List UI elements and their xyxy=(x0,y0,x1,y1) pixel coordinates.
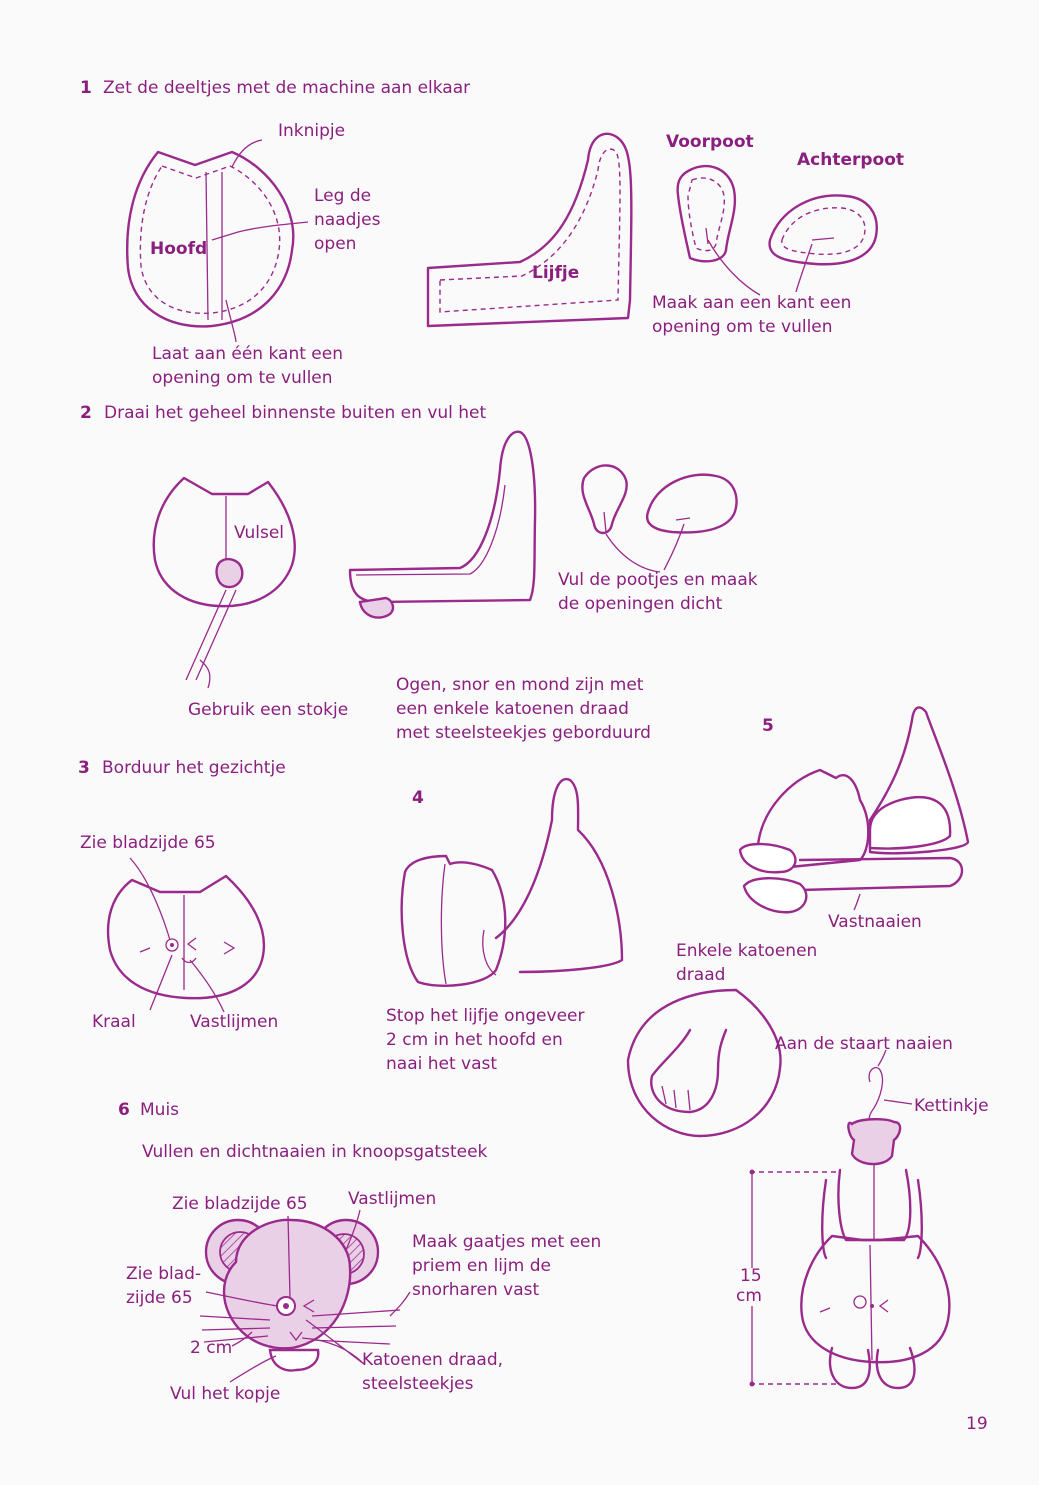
label-vullen: Vullen en dichtnaaien in knoopsgatsteek xyxy=(142,1142,488,1162)
label-staart: Aan de staart naaien xyxy=(775,1034,953,1054)
label-leg-de: Leg de xyxy=(314,186,372,206)
label-pootjes-1: Vul de pootjes en maak xyxy=(558,570,758,590)
label-paw-opening-1: Maak aan een kant een xyxy=(652,293,852,313)
label-dim-cm: cm xyxy=(736,1286,762,1306)
front-paw-piece xyxy=(678,166,735,261)
label-katoenen-2: steelsteekjes xyxy=(362,1374,474,1394)
label-gaatjes-2: priem en lijm de xyxy=(412,1256,551,1276)
label-hoofd: Hoofd xyxy=(150,239,208,259)
label-stop-2: 2 cm in het hoofd en xyxy=(386,1030,563,1050)
label-2cm: 2 cm xyxy=(190,1338,233,1358)
page-number: 19 xyxy=(966,1414,988,1434)
label-zie-65: Zie bladzijde 65 xyxy=(80,833,216,853)
label-pootjes-2: de openingen dicht xyxy=(558,594,723,614)
label-enkele-1: Enkele katoenen xyxy=(676,941,818,961)
label-stop-1: Stop het lijfje ongeveer xyxy=(386,1006,585,1026)
embroidered-face xyxy=(108,858,264,1012)
label-voorpoot: Voorpoot xyxy=(666,132,754,152)
label-kettinkje: Kettinkje xyxy=(914,1096,989,1116)
label-stokje: Gebruik een stokje xyxy=(188,700,349,720)
step-2-text: Draai het geheel binnenste buiten en vul het xyxy=(104,403,487,423)
label-ogen-3: met steelsteekjes geborduurd xyxy=(396,723,651,743)
step-1-number: 1 xyxy=(80,78,92,98)
label-vastnaaien: Vastnaaien xyxy=(828,912,922,932)
label-gaatjes-1: Maak gaatjes met een xyxy=(412,1232,602,1252)
label-zieblad-2: zijde 65 xyxy=(126,1288,193,1308)
label-dim-15: 15 xyxy=(740,1266,762,1286)
paw-opening-pointer-2 xyxy=(796,244,812,292)
step-4-number: 4 xyxy=(412,788,424,808)
step-6-text: Muis xyxy=(140,1100,180,1120)
step-3-number: 3 xyxy=(78,758,90,778)
label-gaatjes-3: snorharen vast xyxy=(412,1280,540,1300)
stuffed-paws xyxy=(582,465,736,572)
label-open: open xyxy=(314,234,357,254)
height-dimension xyxy=(750,1170,841,1387)
label-achterpoot: Achterpoot xyxy=(797,150,905,170)
body-pattern-piece xyxy=(428,134,631,326)
label-vulsel: Vulsel xyxy=(234,523,285,543)
step-1-text: Zet de deeltjes met de machine aan elkaar xyxy=(103,78,471,98)
label-muis-zie-65: Zie bladzijde 65 xyxy=(172,1194,308,1214)
label-ogen-2: een enkele katoenen draad xyxy=(396,699,629,719)
label-head-opening-2: opening om te vullen xyxy=(152,368,333,388)
label-vul-kopje: Vul het kopje xyxy=(170,1384,281,1404)
label-paw-opening-2: opening om te vullen xyxy=(652,317,833,337)
label-stop-3: naai het vast xyxy=(386,1054,498,1074)
label-kraal: Kraal xyxy=(92,1012,136,1032)
label-lijfje: Lijfje xyxy=(532,263,580,283)
label-head-opening-1: Laat aan één kant een xyxy=(152,344,343,364)
label-naadjes: naadjes xyxy=(314,210,381,230)
label-ogen-1: Ogen, snor en mond zijn met xyxy=(396,675,644,695)
label-muis-vastlijmen: Vastlijmen xyxy=(348,1189,437,1209)
label-inknipje: Inknipje xyxy=(278,121,346,141)
stuffed-head xyxy=(154,478,295,688)
back-paw-piece xyxy=(770,195,877,264)
label-vastlijmen: Vastlijmen xyxy=(190,1012,279,1032)
label-katoenen-1: Katoenen draad, xyxy=(362,1350,504,1370)
step-6-number: 6 xyxy=(118,1100,130,1120)
label-zieblad-1: Zie blad- xyxy=(126,1264,202,1284)
step-5-number: 5 xyxy=(762,716,774,736)
step-3-text: Borduur het gezichtje xyxy=(102,758,286,778)
tail-detail-circle xyxy=(628,990,781,1136)
stuffed-body xyxy=(350,432,535,618)
label-enkele-2: draad xyxy=(676,965,726,985)
cat-side-view xyxy=(740,707,968,912)
step-2-number: 2 xyxy=(80,403,92,423)
assembled-cat xyxy=(402,779,622,986)
paw-opening-pointer xyxy=(708,240,760,295)
